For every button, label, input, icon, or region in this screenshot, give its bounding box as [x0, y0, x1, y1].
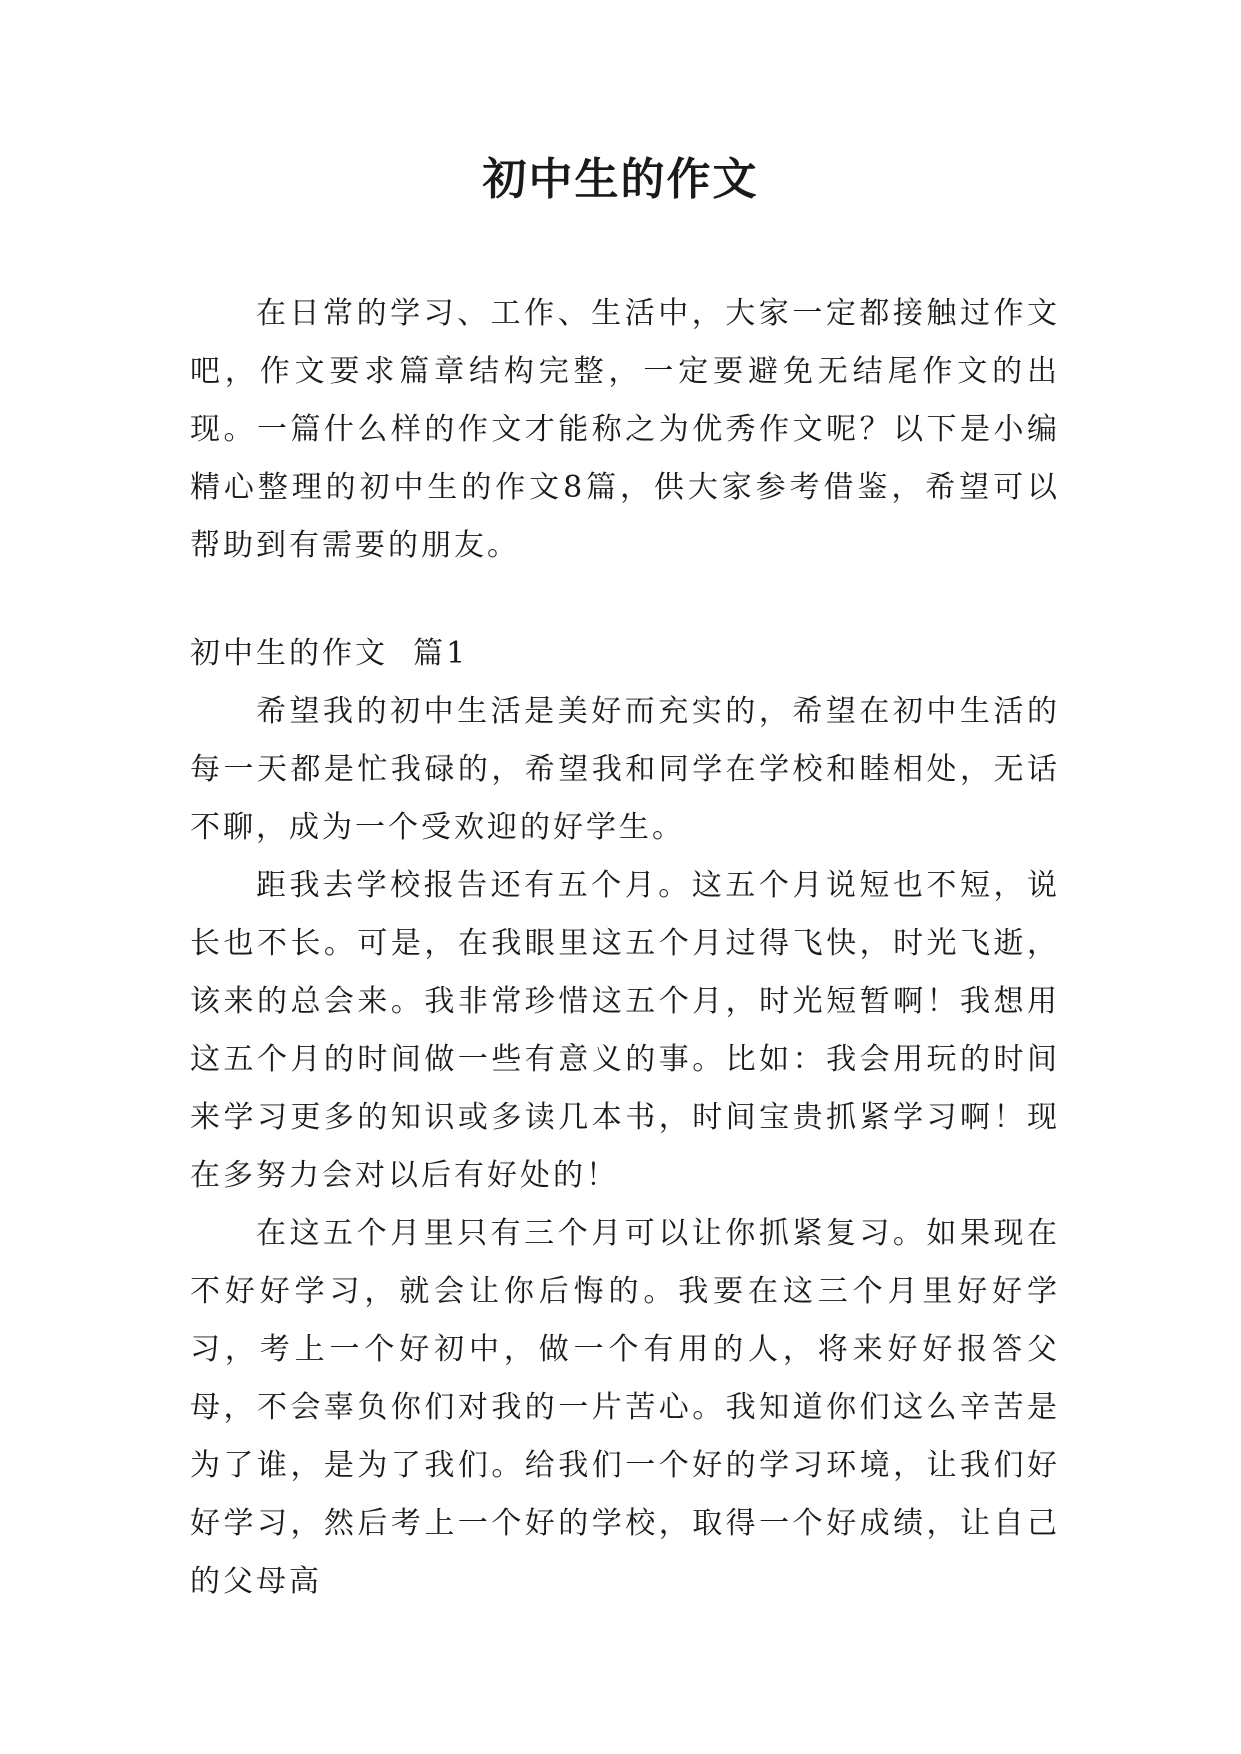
document-body: [190, 285, 1060, 1611]
body-paragraph-1: 希望我的初中生活是美好而充实的，希望在初中生活的每一天都是忙我碌的，希望我和同学在学校和睦相处，无话不聊，成为一个受欢迎的好学生。: [190, 694, 1060, 845]
body-paragraph-2: 距我去学校报告还有五个月。这五个月说短也不短，说长也不长。可是，在我眼里这五个月过得飞快，时光飞逝，该来的总会来。我非常珍惜这五个月，时光短暂啊！我想用这五个月的时间做一些有意义的事。比如：我会用玩的时间来学习更多的知识或多读几本书，时间宝贵抓紧学习啊！现在多努力会对以后有好处的！: [190, 868, 1060, 1193]
section-heading: 初中生的作文 篇1: [190, 636, 469, 671]
body-paragraph-3: 在这五个月里只有三个月可以让你抓紧复习。如果现在不好好学习，就会让你后悔的。我要在这三个月里好好学习，考上一个好初中，做一个有用的人，将来好好报答父母，不会辜负你们对我的一片苦心。我知道你们这么辛苦是为了谁，是为了我们。给我们一个好的学习环境，让我们好好学习，然后考上一个好的学校，取得一个好成绩，让自己的父母高: [190, 1216, 1060, 1599]
intro-paragraph: 在日常的学习、工作、生活中，大家一定都接触过作文吧，作文要求篇章结构完整，一定要避免无结尾作文的出现。一篇什么样的作文才能称之为优秀作文呢？以下是小编精心整理的初中生的作文8篇，供大家参考借鉴，希望可以帮助到有需要的朋友。: [190, 296, 1060, 563]
document-title: 初中生的作文: [482, 154, 759, 205]
